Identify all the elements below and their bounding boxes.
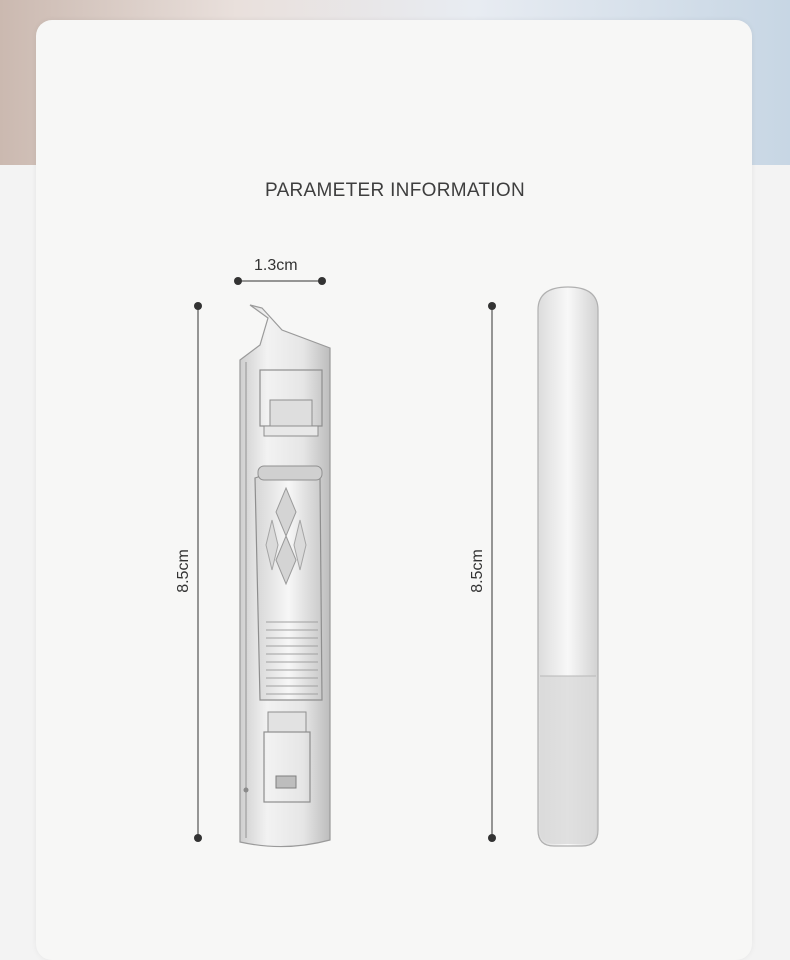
nail-clipper-image <box>240 305 330 847</box>
nail-file-image <box>538 287 598 846</box>
clipper-width-label: 1.3cm <box>254 257 298 274</box>
clipper-height-label: 8.5cm <box>175 549 192 593</box>
clipper-height-dimension-line <box>194 302 202 842</box>
file-height-dimension-line <box>488 302 496 842</box>
width-dimension-line <box>234 277 326 285</box>
file-height-label: 8.5cm <box>469 549 486 593</box>
page-title: PARAMETER INFORMATION <box>265 180 525 201</box>
